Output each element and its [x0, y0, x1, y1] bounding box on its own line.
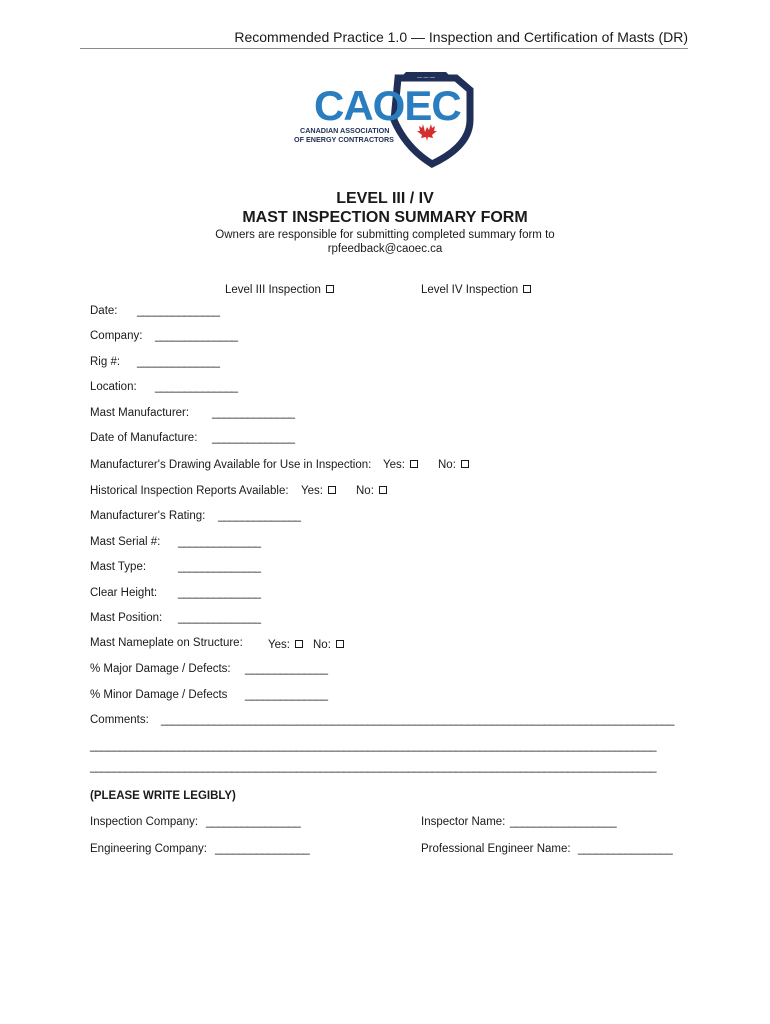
serial-label: Mast Serial #: — [90, 536, 161, 548]
location-field[interactable]: ______________ — [155, 381, 238, 393]
header-divider — [80, 48, 688, 49]
inspector-name-field[interactable]: __________________ — [510, 816, 617, 828]
drawing-yes-checkbox[interactable] — [410, 460, 418, 468]
form-title: MAST INSPECTION SUMMARY FORM — [242, 209, 528, 226]
clear-height-label: Clear Height: — [90, 587, 158, 599]
nameplate-yes-checkbox[interactable] — [295, 640, 303, 648]
location-label: Location: — [90, 381, 137, 393]
nameplate-no-option[interactable]: No: — [313, 639, 344, 651]
submission-note: Owners are responsible for submitting completed summary form to — [215, 229, 555, 241]
historical-no-option[interactable]: No: — [356, 485, 387, 497]
major-damage-field[interactable]: ______________ — [245, 663, 328, 675]
rig-label: Rig #: — [90, 356, 121, 368]
mast-type-field[interactable]: ______________ — [178, 561, 261, 573]
mast-position-field[interactable]: ______________ — [178, 612, 261, 624]
company-label: Company: — [90, 330, 143, 342]
drawing-no-option[interactable]: No: — [438, 459, 469, 471]
historical-yes-checkbox[interactable] — [328, 486, 336, 494]
historical-reports-label: Historical Inspection Reports Available: — [90, 485, 289, 497]
date-field[interactable]: ______________ — [137, 305, 220, 317]
level-iv-checkbox[interactable] — [523, 285, 531, 293]
caoec-logo — [294, 68, 482, 168]
form-title-level: LEVEL III / IV — [336, 190, 434, 207]
comments-line-2[interactable]: ________________________________________________________________________________________________ — [90, 740, 656, 752]
minor-damage-field[interactable]: ______________ — [245, 689, 328, 701]
engineering-company-field[interactable]: ________________ — [215, 843, 310, 855]
submission-email: rpfeedback@caoec.ca — [327, 243, 443, 255]
rating-label: Manufacturer's Rating: — [90, 510, 206, 522]
level-iii-option[interactable]: Level III Inspection — [225, 284, 334, 296]
minor-damage-label: % Minor Damage / Defects — [90, 689, 228, 701]
company-field[interactable]: ______________ — [155, 330, 238, 342]
level-iii-checkbox[interactable] — [326, 285, 334, 293]
nameplate-label: Mast Nameplate on Structure: — [90, 637, 243, 649]
document-header: Recommended Practice 1.0 — Inspection and Certification of Masts (DR) — [234, 29, 688, 45]
nameplate-no-checkbox[interactable] — [336, 640, 344, 648]
mast-manufacturer-field[interactable]: ______________ — [212, 407, 295, 419]
historical-yes-option[interactable]: Yes: — [301, 485, 336, 497]
inspection-company-field[interactable]: ________________ — [206, 816, 301, 828]
engineering-company-label: Engineering Company: — [90, 843, 207, 855]
rig-field[interactable]: ______________ — [137, 356, 220, 368]
historical-no-checkbox[interactable] — [379, 486, 387, 494]
write-legibly-note: (PLEASE WRITE LEGIBLY) — [90, 790, 236, 802]
mast-manufacturer-label: Mast Manufacturer: — [90, 407, 190, 419]
inspection-company-label: Inspection Company: — [90, 816, 199, 828]
date-of-manufacture-field[interactable]: ______________ — [212, 432, 295, 444]
svg-text:CAOEC: CAOEC — [314, 82, 461, 129]
comments-line-3[interactable]: ________________________________________________________________________________________________ — [90, 761, 656, 773]
serial-field[interactable]: ______________ — [178, 536, 261, 548]
rating-field[interactable]: ______________ — [218, 510, 301, 522]
date-label: Date: — [90, 305, 118, 317]
mast-type-label: Mast Type: — [90, 561, 147, 573]
major-damage-label: % Major Damage / Defects: — [90, 663, 231, 675]
drawing-available-label: Manufacturer's Drawing Available for Use in Inspection: — [90, 459, 372, 471]
svg-text:— — —: — — — — [417, 75, 435, 81]
inspector-name-label: Inspector Name: — [421, 816, 506, 828]
pe-name-field[interactable]: ________________ — [578, 843, 673, 855]
date-of-manufacture-label: Date of Manufacture: — [90, 432, 198, 444]
pe-name-label: Professional Engineer Name: — [421, 843, 571, 855]
nameplate-yes-option[interactable]: Yes: — [268, 639, 303, 651]
drawing-no-checkbox[interactable] — [461, 460, 469, 468]
clear-height-field[interactable]: ______________ — [178, 587, 261, 599]
comments-line-1[interactable]: _______________________________________________________________________________________ — [161, 714, 674, 726]
drawing-yes-option[interactable]: Yes: — [383, 459, 418, 471]
svg-text:CANADIAN ASSOCIATION: CANADIAN ASSOCIATION — [300, 126, 390, 135]
svg-text:OF ENERGY CONTRACTORS: OF ENERGY CONTRACTORS — [294, 135, 394, 144]
mast-position-label: Mast Position: — [90, 612, 163, 624]
comments-label: Comments: — [90, 714, 149, 726]
level-iv-option[interactable]: Level IV Inspection — [421, 284, 531, 296]
